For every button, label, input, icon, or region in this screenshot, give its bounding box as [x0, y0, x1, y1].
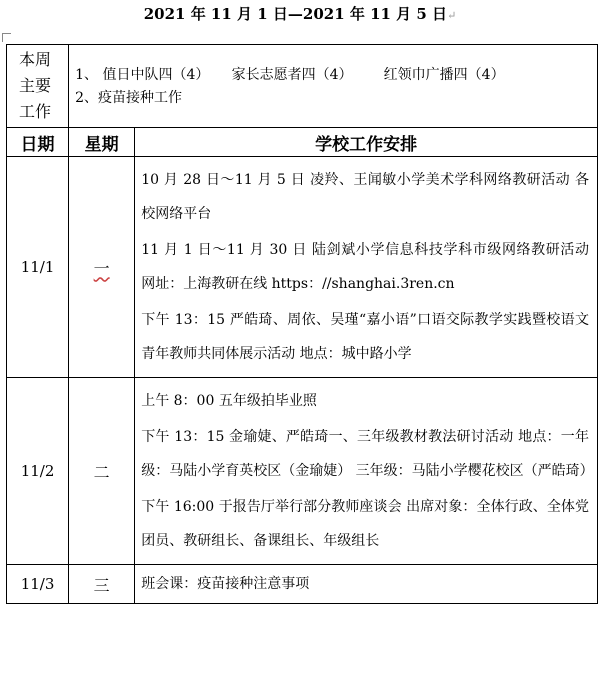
header-weekday: 星期: [69, 128, 135, 157]
row-weekday: 一: [69, 157, 135, 378]
schedule-table: [6, 44, 598, 604]
schedule-item: 11 月 1 日～11 月 30 日 陆剑斌小学信息科技学科市级网络教研活动 网址：上海教研在线 https：//shanghai.3ren.cn: [141, 242, 589, 292]
schedule-item: 10 月 28 日～11 月 5 日 凌羚、王闻敏小学美术学科网络教研活动 各校网络平台: [141, 172, 589, 222]
summary-label-cell: [7, 45, 69, 128]
table-row: [7, 378, 598, 565]
summary-line-2: 2、疫苗接种工作: [75, 89, 183, 106]
schedule-item: 班会课：疫苗接种注意事项: [141, 576, 310, 592]
header-schedule: 学校工作安排: [135, 128, 598, 157]
paragraph-mark: ↵: [447, 9, 457, 22]
row-weekday: 三: [69, 565, 135, 604]
row-content: [135, 565, 598, 604]
table-row: [7, 157, 598, 378]
row-content: [135, 378, 598, 565]
row-date: 11/1: [7, 157, 69, 378]
page-title: [0, 4, 600, 26]
title-text: 2021 年 11 月 1 日—2021 年 11 月 5 日: [143, 5, 448, 23]
summary-label: 本周 主要 工作: [19, 50, 52, 121]
schedule-item: 下午 16:00 于报告厅举行部分教师座谈会 出席对象：全体行政、全体党团员、教研组长、备课组长、年级组长: [141, 499, 589, 549]
row-date: 11/2: [7, 378, 69, 565]
schedule-item: 上午 8：00 五年级拍毕业照: [141, 393, 317, 409]
schedule-item: 下午 13：15 严皓琦、周依、吴瑾“嘉小语”口语交际教学实践暨校语文青年教师共同体展示活动 地点：城中路小学: [141, 312, 589, 362]
summary-content-cell: [69, 45, 598, 128]
row-content: [135, 157, 598, 378]
header-row: [7, 128, 598, 157]
row-date: 11/3: [7, 565, 69, 604]
table-row: [7, 565, 598, 604]
summary-row: [7, 45, 598, 128]
summary-line-1: 1、 值日中队四（4） 家长志愿者四（4） 红领巾广播四（4）: [75, 66, 505, 83]
table-corner-marker: [2, 33, 11, 42]
header-date: 日期: [7, 128, 69, 157]
row-weekday: 二: [69, 378, 135, 565]
schedule-item: 下午 13：15 金瑜婕、严皓琦一、三年级教材教法研讨活动 地点：一年级：马陆小学育英校区（金瑜婕） 三年级：马陆小学樱花校区（严皓琦）: [141, 429, 594, 479]
